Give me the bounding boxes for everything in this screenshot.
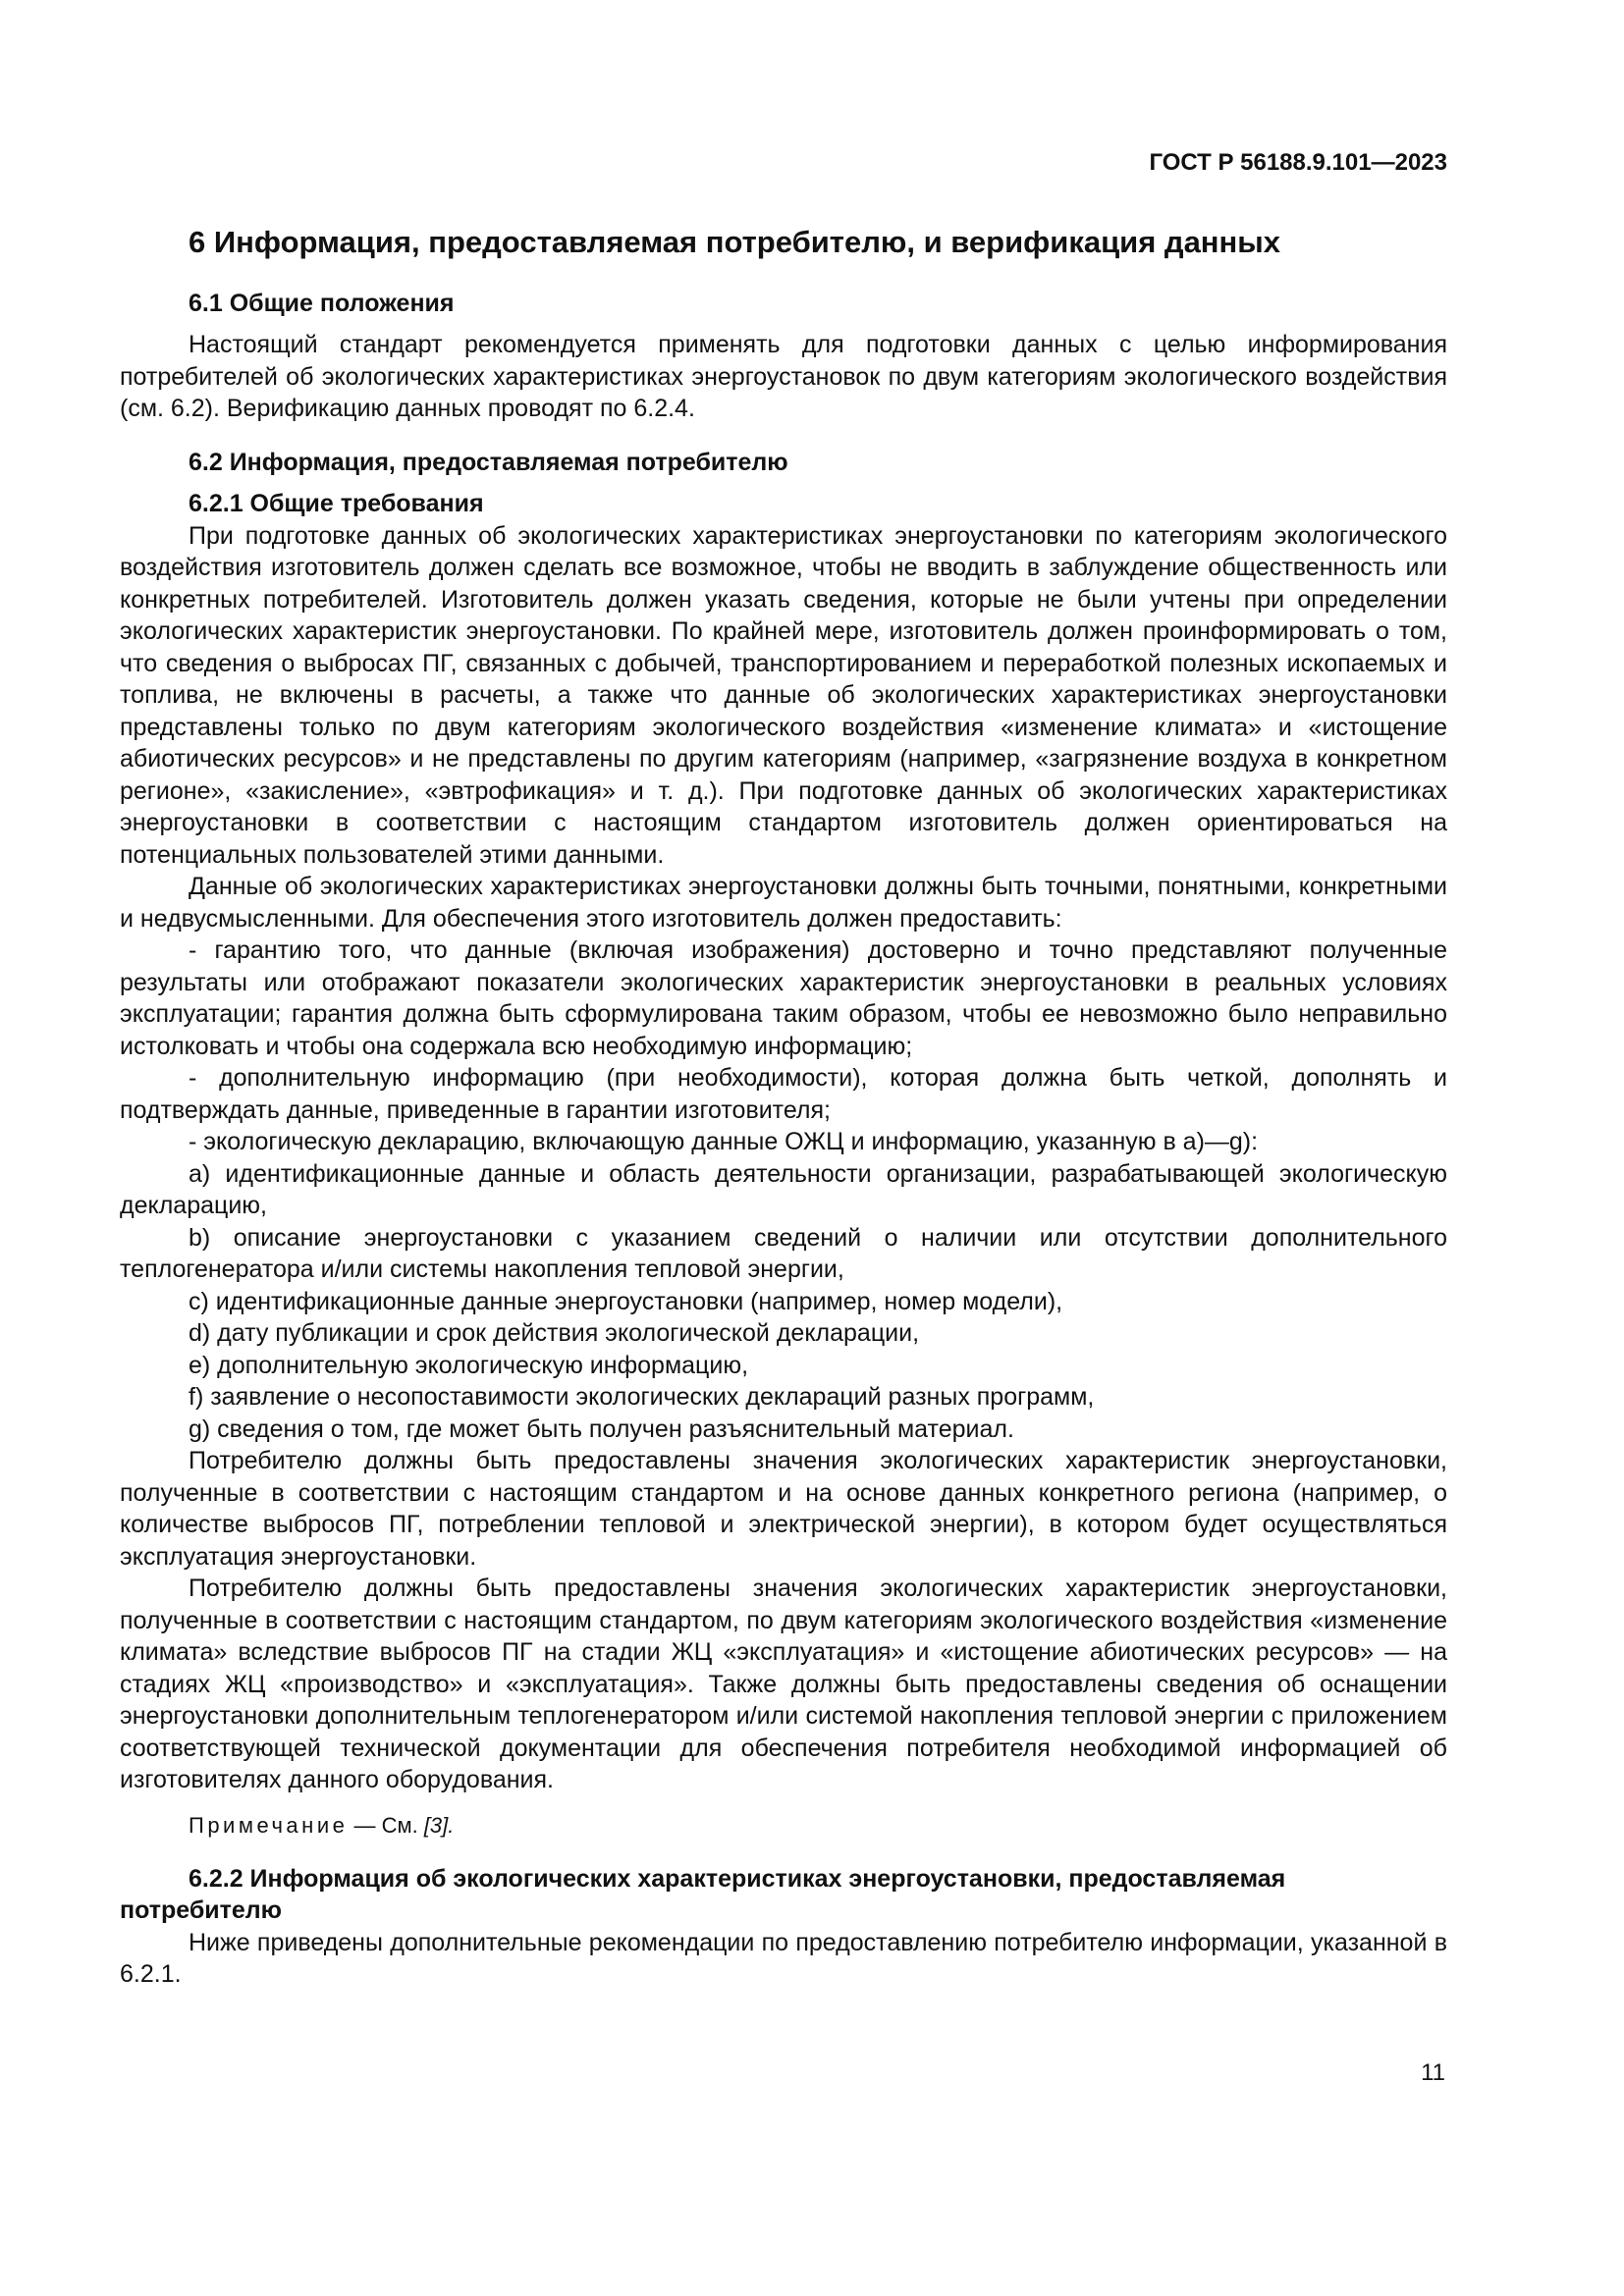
note-reference: [3].: [423, 1812, 455, 1838]
note: [120, 1810, 1447, 1842]
document-code: ГОСТ Р 56188.9.101—2023: [1149, 149, 1447, 176]
note-label: Примечание: [189, 1812, 349, 1838]
list-item-b: b) описание энергоустановки с указанием сведений о наличии или отсутствии дополнительного теплогенератора и/или системы накопления тепловой энергии,: [120, 1223, 1447, 1284]
bullet-guarantee: - гарантию того, что данные (включая изображения) достоверно и точно представляют полученные результаты или отображают показатели экологических характеристик энергоустановки в реальных условиях эксплуатации; гарантия должна быть сформулирована таким образом, чтобы ее невозможно было неправильно истолковать и чтобы она содержала всю необходимую информацию;: [120, 936, 1447, 1060]
section-6-2-1-title: 6.2.1 Общие требования: [189, 490, 484, 518]
section-6-2-2-title: 6.2.2 Информация об экологических характеристиках энергоустановки, предоставляемая потребителю: [120, 1864, 1286, 1925]
section-6-2-title: 6.2 Информация, предоставляемая потребителю: [189, 448, 788, 476]
list-item-e: e) дополнительную экологическую информацию,: [189, 1351, 749, 1379]
section-6-2-1-paragraph-4: Потребителю должны быть предоставлены значения экологических характеристик энергоустановки, полученные в соответствии с настоящим стандартом, по двум категориям экологического воздействия «изменение климата» вследствие выбросов ПГ на стадии ЖЦ «эксплуатация» и «истощение абиотических ресурсов» — на стадиях ЖЦ «производство» и «эксплуатация». Также должны быть предоставлены сведения об оснащении энергоустановки дополнительным теплогенератором и/или системой накопления тепловой энергии с приложением соответствующей технической документации для обеспечения потребителя необходимой информацией об изготовителях данного оборудования.: [120, 1575, 1447, 1794]
note-text: — См.: [348, 1812, 424, 1838]
list-item-f: f) заявление о несопоставимости экологических деклараций разных программ,: [189, 1383, 1095, 1412]
list-item-c: c) идентификационные данные энергоустановки (например, номер модели),: [189, 1287, 1063, 1315]
bullet-eco-declaration: - экологическую декларацию, включающую данные ОЖЦ и информацию, указанную в а)—g):: [189, 1128, 1259, 1156]
section-6-2-2-paragraph: Ниже приведены дополнительные рекомендации по предоставлению потребителю информации, указанной в 6.2.1.: [120, 1928, 1447, 1989]
page-number: 11: [1421, 2059, 1445, 2086]
bullet-additional-info: - дополнительную информацию (при необходимости), которая должна быть четкой, дополнять и подтверждать данные, приведенные в гарантии изготовителя;: [120, 1064, 1447, 1124]
section-6-2-1-paragraph-3: Потребителю должны быть предоставлены значения экологических характеристик энергоустановки, полученные в соответствии с настоящим стандартом и на основе данных конкретного региона (например, о количестве выбросов ПГ, потреблении тепловой и электрической энергии), в котором будет осуществляться эксплуатация энергоустановки.: [120, 1447, 1447, 1571]
section-6-1-title: 6.1 Общие положения: [189, 289, 455, 317]
list-item-g: g) сведения о том, где может быть получен разъяснительный материал.: [189, 1415, 1014, 1443]
section-6-title: 6 Информация, предоставляемая потребителю, и верификация данных: [189, 225, 1280, 259]
list-item-d: d) дату публикации и срок действия экологической декларации,: [189, 1319, 920, 1348]
section-6-1-paragraph: Настоящий стандарт рекомендуется применять для подготовки данных с целью информирования потребителей об экологических характеристиках энергоустановок по двум категориям экологического воздействия (см. 6.2). Верификацию данных проводят по 6.2.4.: [120, 331, 1447, 423]
page-content: [120, 224, 1447, 1991]
list-item-a: а) идентификационные данные и область деятельности организации, разрабатывающей экологическую декларацию,: [120, 1159, 1447, 1220]
section-6-2-1-paragraph-2: Данные об экологических характеристиках энергоустановки должны быть точными, понятными, конкретными и недвусмысленными. Для обеспечения этого изготовитель должен предоставить:: [120, 873, 1447, 933]
section-6-2-1-paragraph-1: При подготовке данных об экологических характеристиках энергоустановки по категориям экологического воздействия изготовитель должен сделать все возможное, чтобы не вводить в заблуждение общественность или конкретных потребителей. Изготовитель должен указать сведения, которые не были учтены при определении экологических характеристик энергоустановки. По крайней мере, изготовитель должен проинформировать о том, что сведения о выбросах ПГ, связанных с добычей, транспортированием и переработкой полезных ископаемых и топлива, не включены в расчеты, а также что данные об экологических характеристиках энергоустановки представлены только по двум категориям экологического воздействия «изменение климата» и «истощение абиотических ресурсов» и не представлены по другим категориям (например, «загрязнение воздуха в конкретном регионе», «закисление», «эвтрофикация» и т. д.). При подготовке данных об экологических характеристиках энергоустановки в соответствии с настоящим стандартом изготовитель должен ориентироваться на потенциальных пользователей этими данными.: [120, 521, 1447, 869]
